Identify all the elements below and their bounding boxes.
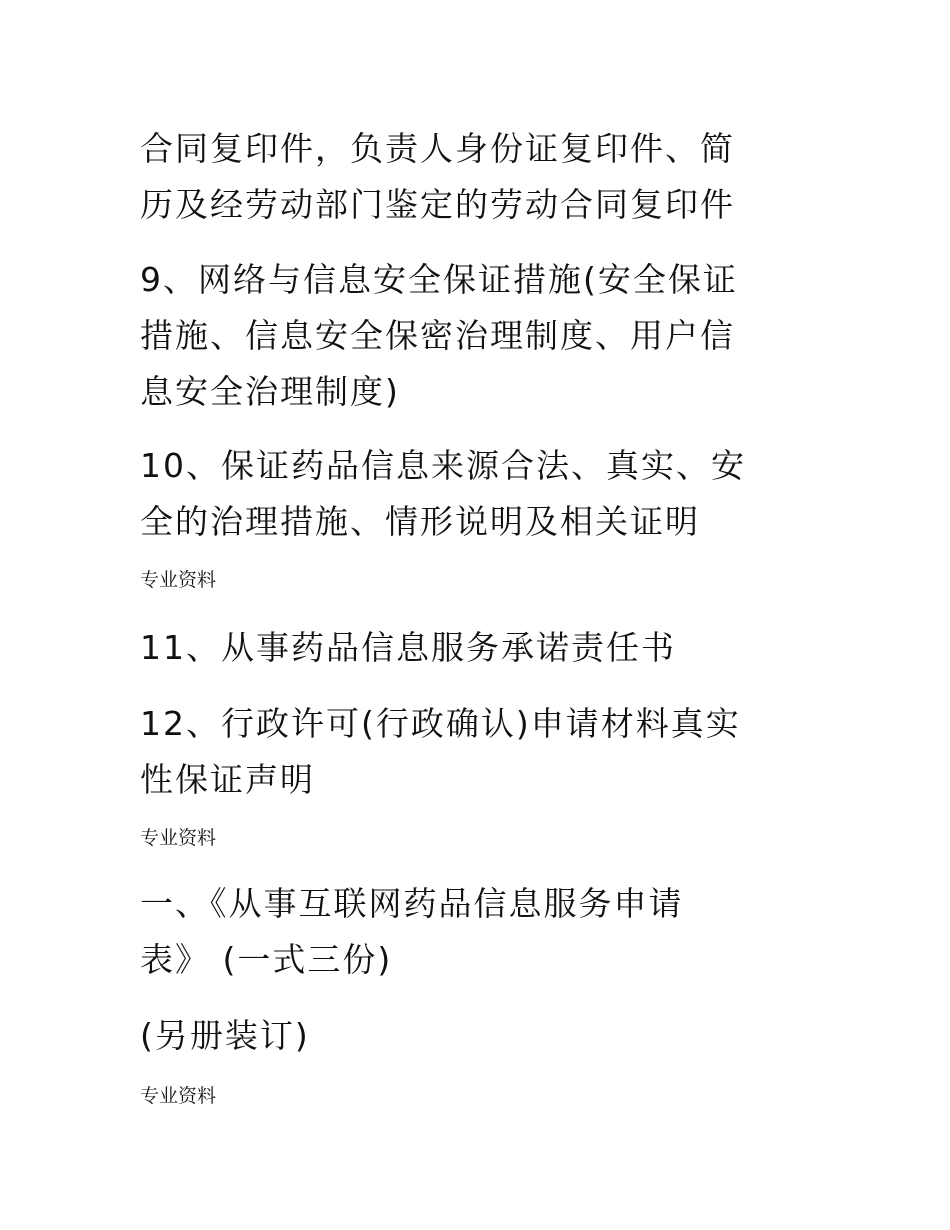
professional-material-label: 专业资料 <box>140 1085 217 1107</box>
text-line: 10、保证药品信息来源合法、真实、安 <box>140 446 746 485</box>
text-line: 表》 (一式三份) <box>140 940 393 979</box>
paragraph-separate-binding <box>140 1008 800 1064</box>
text-line: 合同复印件，负责人身份证复印件、简 <box>140 129 735 168</box>
text-line: 历及经劳动部门鉴定的劳动合同复印件 <box>140 185 735 224</box>
text-line: 性保证声明 <box>140 760 315 799</box>
paragraph-item-10 <box>140 438 800 550</box>
professional-material-label: 专业资料 <box>140 569 217 591</box>
text-line: 一、《从事互联网药品信息服务申请 <box>140 884 684 923</box>
text-line: 息安全治理制度) <box>140 372 400 411</box>
paragraph-item-9 <box>140 252 800 420</box>
section-heading-application-form <box>140 876 800 988</box>
text-line: 全的治理措施、情形说明及相关证明 <box>140 502 700 541</box>
text-line: 措施、信息安全保密治理制度、用户信 <box>140 316 735 355</box>
text-line: 11、从事药品信息服务承诺责任书 <box>140 628 676 667</box>
text-line: (另册装订) <box>140 1016 310 1055</box>
text-line: 12、行政许可(行政确认)申请材料真实 <box>140 704 741 743</box>
professional-material-label: 专业资料 <box>140 827 217 849</box>
paragraph-item-12 <box>140 696 800 808</box>
text-line: 9、网络与信息安全保证措施(安全保证 <box>140 260 738 299</box>
paragraph-item-11 <box>140 620 800 676</box>
paragraph-contract-copies <box>140 121 800 233</box>
